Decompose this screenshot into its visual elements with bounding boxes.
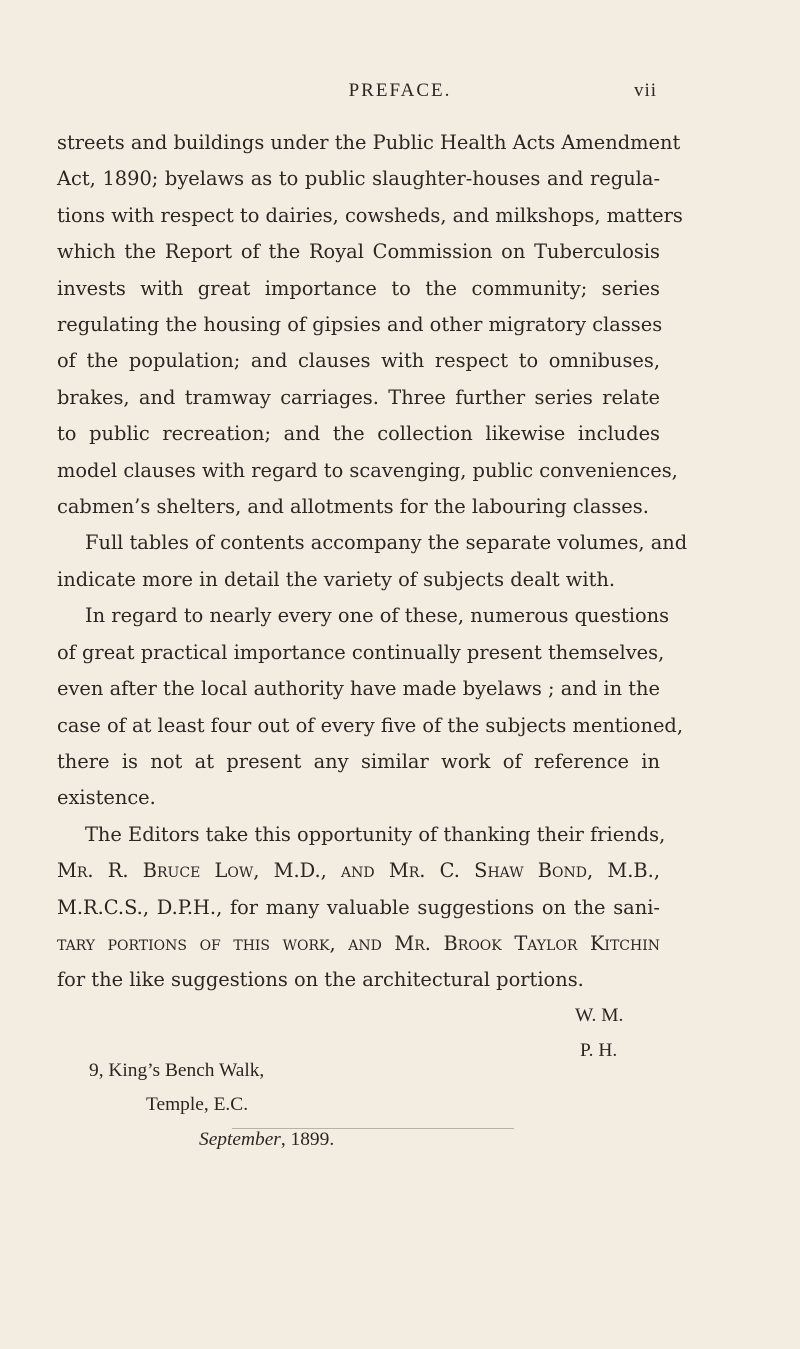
- text-line: indicate more in detail the variety of subjects dealt with.: [57, 567, 616, 591]
- text-line: to public recreation; and the collection likewise includes: [57, 422, 660, 446]
- text-line: brakes, and tramway carriages. Three further series relate: [57, 385, 660, 409]
- text-line: tions with respect to dairies, cowsheds, and milkshops, matters: [57, 203, 683, 227]
- text-line: cabmen’s shelters, and allotments for the labouring classes.: [57, 495, 649, 519]
- date-year: , 1899.: [280, 1129, 335, 1150]
- address-line-1: 9, King’s Bench Walk,: [89, 1060, 265, 1081]
- editor-initials-1: W. M.: [575, 1005, 624, 1026]
- text-line: tary portions of this work, and Mr. Brook Taylor Kitchin: [57, 931, 660, 955]
- text-line: The Editors take this opportunity of thanking their friends,: [85, 822, 666, 846]
- running-head: PREFACE.: [348, 80, 452, 101]
- address-line-2: Temple, E.C.: [146, 1094, 249, 1115]
- editor-initials-2: P. H.: [580, 1040, 618, 1061]
- text-line: In regard to nearly every one of these, numerous questions: [85, 604, 670, 628]
- text-line: M.R.C.S., D.P.H., for many valuable suggestions on the sani-: [57, 895, 660, 919]
- text-line: case of at least four out of every five of the subjects mentioned,: [57, 713, 684, 737]
- date-line: [199, 1129, 334, 1151]
- text-line: regulating the housing of gipsies and other migratory classes: [57, 313, 663, 337]
- text-line: of great practical importance continually present themselves,: [57, 640, 665, 664]
- text-line: of the population; and clauses with respect to omnibuses,: [57, 349, 660, 373]
- date-month: September: [199, 1129, 281, 1150]
- bottom-rule: [232, 1128, 514, 1129]
- text-line: which the Report of the Royal Commission on Tuberculosis: [57, 240, 660, 264]
- text-line: Mr. R. Bruce Low, M.D., and Mr. C. Shaw Bond, M.B.,: [57, 859, 660, 883]
- text-line: Act, 1890; byelaws as to public slaughter-houses and regula-: [57, 167, 660, 191]
- text-line: existence.: [57, 786, 156, 810]
- text-line: even after the local authority have made byelaws ; and in the: [57, 677, 660, 701]
- page-number: vii: [633, 80, 657, 101]
- text-line: there is not at present any similar work of reference in: [57, 749, 660, 773]
- text-line: for the like suggestions on the architectural portions.: [57, 968, 584, 992]
- text-line: streets and buildings under the Public Health Acts Amendment: [57, 131, 681, 154]
- text-line: Full tables of contents accompany the separate volumes, and: [85, 531, 688, 555]
- text-line: invests with great importance to the community; series: [57, 276, 660, 300]
- text-line: model clauses with regard to scavenging, public conveniences,: [57, 458, 678, 482]
